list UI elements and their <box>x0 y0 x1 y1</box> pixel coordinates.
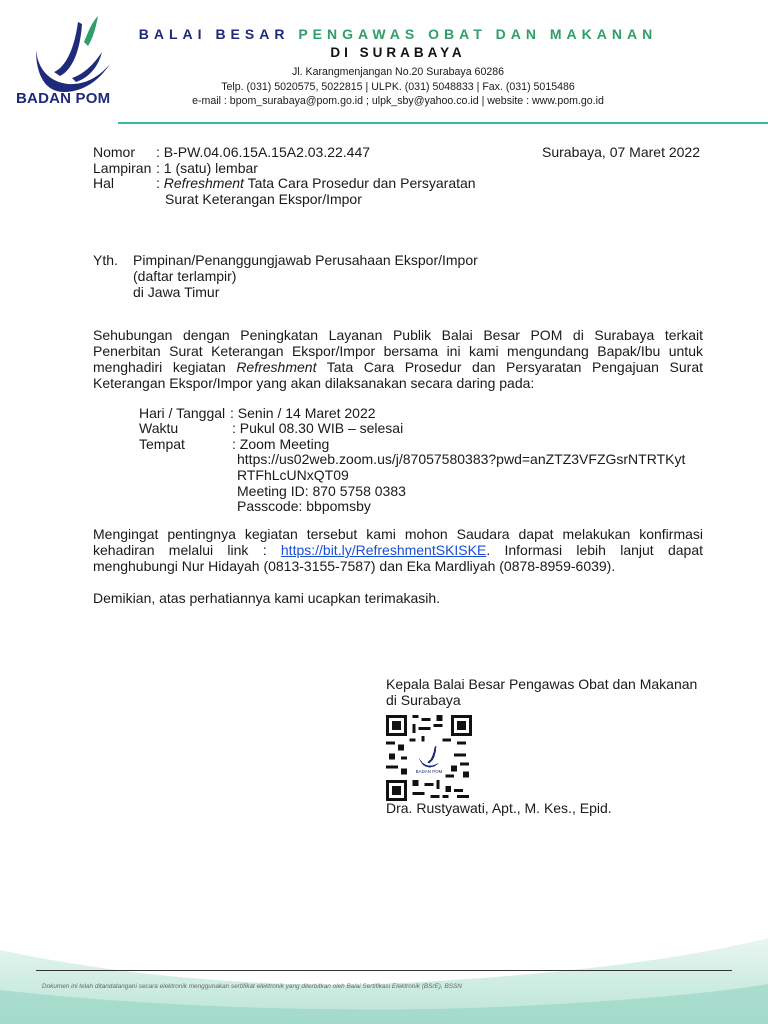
signatory-title-line1: Kepala Balai Besar Pengawas Obat dan Makanan <box>386 676 698 692</box>
contacts: e-mail : bpom_surabaya@pom.go.id ; ulpk_sby@yahoo.co.id | website : www.pom.go.id <box>192 95 604 107</box>
lampiran-label: Lampiran <box>93 160 152 176</box>
letter-date: Surabaya, 07 Maret 2022 <box>542 144 700 160</box>
qr-code-icon <box>386 715 472 801</box>
address: Jl. Karangmenjangan No.20 Surabaya 60286 <box>291 66 505 78</box>
tempat-label: Tempat <box>139 436 185 452</box>
hal-label: Hal <box>93 175 115 191</box>
title-green: PENGAWAS OBAT DAN MAKANAN <box>298 26 658 42</box>
paragraph-confirmation <box>93 526 703 574</box>
p1-italic: Refreshment <box>236 359 317 375</box>
yth-label: Yth. <box>93 252 118 268</box>
nomor-value: : B-PW.04.06.15A.15A2.03.22.447 <box>156 144 371 160</box>
hal-line2: Surat Keterangan Ekspor/Impor <box>165 191 362 207</box>
hal-italic: Refreshment <box>163 175 244 191</box>
nomor-label: Nomor <box>93 144 136 160</box>
p1-part2: Tata Cara Prosedur dan Persyaratan Pengajuan Surat Keterangan Ekspor/Impor yang akan dilaksanakan secara daring pada: <box>93 359 703 391</box>
signatory-title-line2: di Surabaya <box>386 692 461 708</box>
institution-title <box>126 26 670 42</box>
tempat-value: : Zoom Meeting <box>232 436 330 452</box>
hari-label: Hari / Tanggal <box>139 405 226 421</box>
hal-value <box>156 175 476 191</box>
qr-caption: BADAN POM <box>415 769 443 775</box>
e-signature-note: Dokumen ini telah ditandatangani secara elektronik menggunakan sertifikat elektronik yang diterbitkan oleh Balai Sertifikasi Elektronik (BSrE), BSSN <box>42 983 462 990</box>
lampiran-value: : 1 (satu) lembar <box>156 160 258 176</box>
paragraph-invitation <box>93 327 703 391</box>
logo-text: BADAN POM <box>16 90 111 107</box>
waktu-label: Waktu <box>139 420 179 436</box>
recipient-line1: Pimpinan/Penanggungjawab Perusahaan Ekspor/Impor <box>133 252 478 268</box>
registration-link[interactable]: https://bit.ly/RefreshmentSKISKE <box>280 542 487 558</box>
p1-part1: Sehubungan dengan Peningkatan Layanan Publik Balai Besar POM di Surabaya terkait Penerbitan Surat Keterangan Ekspor/Impor bersama ini kami mengundang Bapak/Ibu untuk menghadiri kegiatan <box>93 327 703 375</box>
paragraph-closing: Demikian, atas perhatiannya kami ucapkan terimakasih. <box>93 590 441 606</box>
meeting-id: Meeting ID: 870 5758 0383 <box>237 483 406 499</box>
footer-divider <box>36 970 732 971</box>
zoom-url-line2[interactable]: RTFhLcUNxQT09 <box>237 467 349 483</box>
hari-value: : Senin / 14 Maret 2022 <box>230 405 376 421</box>
passcode: Passcode: bbpomsby <box>237 498 371 514</box>
hal-rest: Tata Cara Prosedur dan Persyaratan <box>247 175 476 191</box>
institution-subtitle: DI SURABAYA <box>330 45 466 60</box>
signatory-name: Dra. Rustyawati, Apt., M. Kes., Epid. <box>386 800 612 816</box>
p2-part1: Mengingat pentingnya kegiatan tersebut kami mohon Saudara dapat melakukan konfirmasi kehadiran melalui link : <box>93 526 703 558</box>
phones: Telp. (031) 5020575, 5022815 | ULPK. (031) 5048833 | Fax. (031) 5015486 <box>221 81 575 93</box>
recipient-line3: di Jawa Timur <box>133 284 220 300</box>
letterhead-divider <box>118 122 768 124</box>
title-blue: BALAI BESAR <box>138 26 290 42</box>
recipient-line2: (daftar terlampir) <box>133 268 237 284</box>
footer-wave-decoration <box>0 930 768 1024</box>
p2-part2: . Informasi lebih lanjut dapat menghubungi Nur Hidayah (0813-3155-7587) dan Eka Mardliyah (0878-8959-6039). <box>93 542 704 574</box>
zoom-url-line1[interactable]: https://us02web.zoom.us/j/87057580383?pwd=anZTZ3VFZGsrNTRTKyt <box>237 451 686 467</box>
waktu-value: : Pukul 08.30 WIB – selesai <box>232 420 404 436</box>
hal-colon: : <box>156 175 160 191</box>
